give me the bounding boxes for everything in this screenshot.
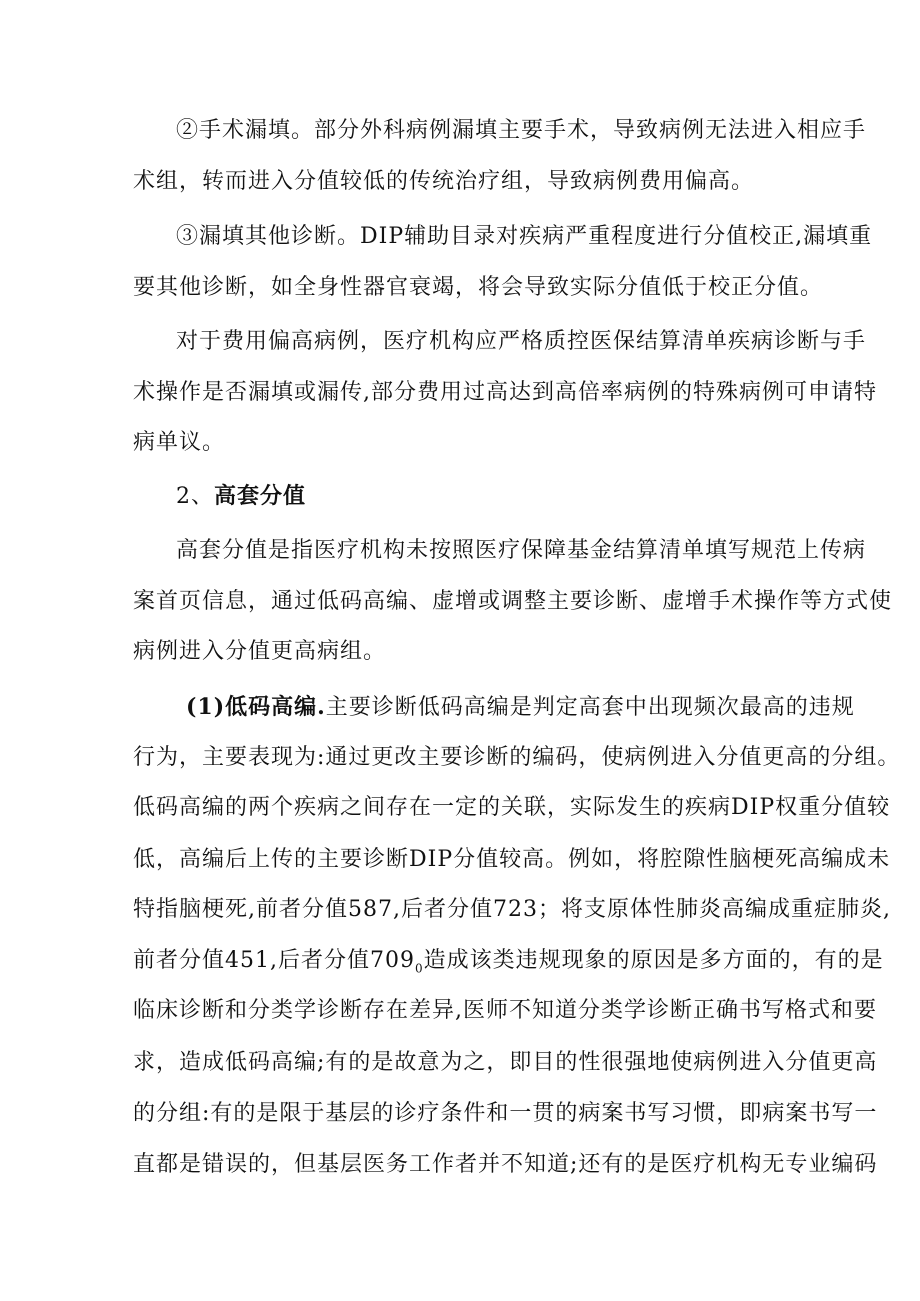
section-heading	[176, 481, 306, 512]
section-number: 2、	[176, 484, 214, 509]
section-title: 高套分值	[214, 483, 307, 509]
p5-line-6	[133, 946, 884, 976]
p5-line-6b: 造成该类违规现象的原因是多方面的，有的是	[423, 948, 884, 973]
p3-line-1: 对于费用偏高病例，医疗机构应严格质控医保结算清单疾病诊断与手	[176, 329, 867, 354]
p1-line-1: ②手术漏填。部分外科病例漏填主要手术，导致病例无法进入相应手	[176, 118, 867, 143]
p5-lead: (1)低码高编.	[186, 694, 326, 720]
p5-line-8: 求，造成低码高编;有的是故意为之，即目的性很强地使病例进入分值更高	[133, 1050, 878, 1075]
p5-line-2: 行为，主要表现为:通过更改主要诊断的编码，使病例进入分值更高的分组。	[133, 745, 901, 770]
p5-line-1	[186, 692, 855, 723]
p5-line-5: 特指脑梗死,前者分值587,后者分值723；将支原体性肺炎高编成重症肺炎,	[133, 897, 891, 922]
p5-line-6-subscript: 0	[414, 961, 424, 976]
p5-line-1-text: 主要诊断低码高编是判定高套中出现频次最高的违规	[325, 695, 855, 720]
p1-line-2: 术组，转而进入分值较低的传统治疗组，导致病例费用偏高。	[133, 169, 755, 194]
p3-line-3: 病单议。	[133, 430, 226, 455]
p3-line-2: 术操作是否漏填或漏传,部分费用过高达到高倍率病例的特殊病例可申请特	[133, 380, 877, 405]
p5-line-10: 直都是错误的，但基层医务工作者并不知道;还有的是医疗机构无专业编码	[133, 1152, 878, 1177]
p5-line-9: 的分组:有的是限于基层的诊疗条件和一贯的病案书写习惯，即病案书写一	[133, 1101, 878, 1126]
p2-line-2: 要其他诊断，如全身性器官衰竭，将会导致实际分值低于校正分值。	[133, 275, 824, 300]
p5-line-6a: 前者分值451,后者分值709	[133, 948, 415, 973]
p2-line-1: ③漏填其他诊断。DIP辅助目录对疾病严重程度进行分值校正,漏填重	[176, 224, 873, 249]
p4-line-3: 病例进入分值更高病组。	[133, 639, 387, 664]
p5-line-4: 低，高编后上传的主要诊断DIP分值较高。例如，将腔隙性脑梗死高编成未	[133, 847, 891, 872]
p5-line-3: 低码高编的两个疾病之间存在一定的关联，实际发生的疾病DIP权重分值较	[133, 795, 891, 820]
p4-line-1: 高套分值是指医疗机构未按照医疗保障基金结算清单填写规范上传病	[176, 538, 867, 563]
p4-line-2: 案首页信息，通过低码高编、虚增或调整主要诊断、虚增手术操作等方式使	[133, 589, 893, 614]
p5-line-7: 临床诊断和分类学诊断存在差异,医师不知道分类学诊断正确书写格式和要	[133, 998, 877, 1023]
